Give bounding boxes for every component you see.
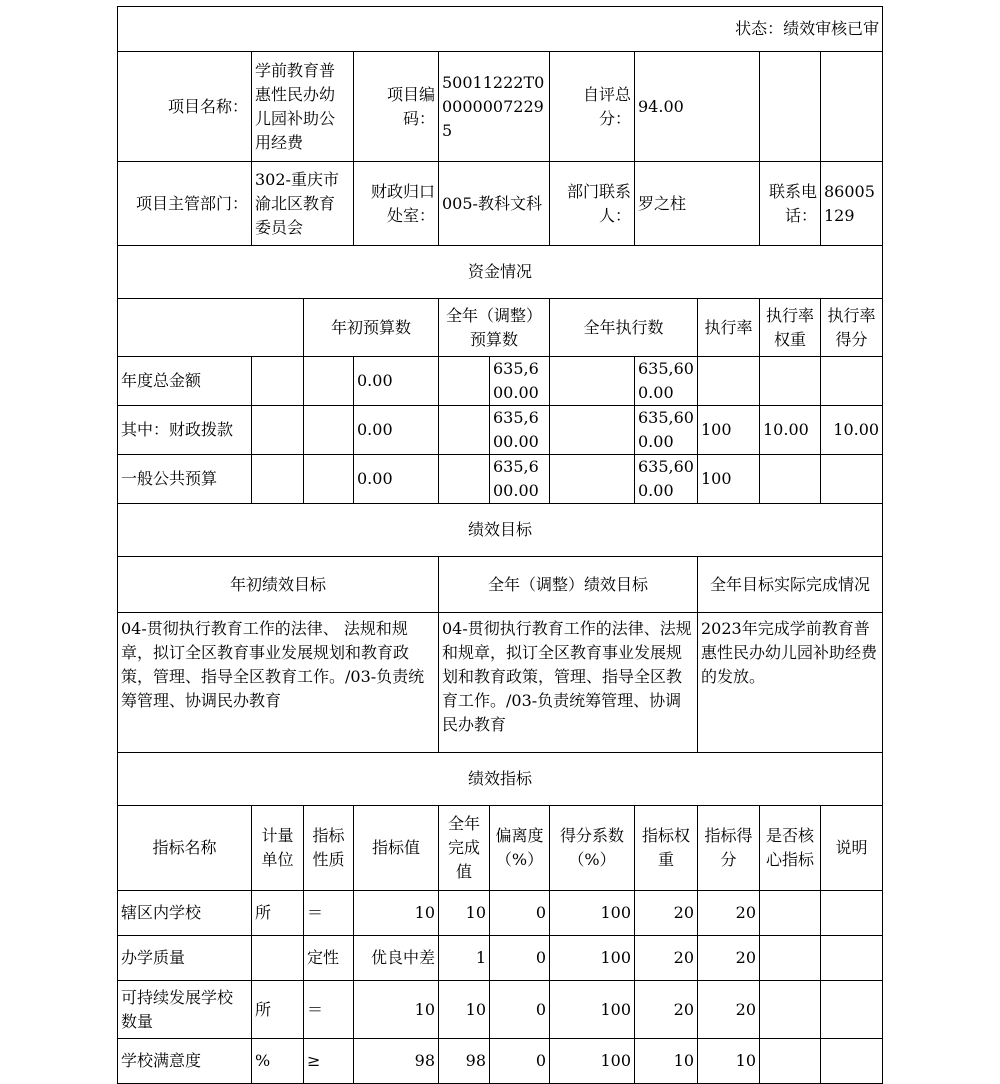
performance-evaluation-table <box>117 6 883 1084</box>
goals-adjusted-header: 全年（调整）绩效目标 <box>439 557 698 613</box>
phone-label: 联系电话： <box>760 162 821 246</box>
indicator-completed: 1 <box>439 936 490 981</box>
finance-office: 005-教科文科 <box>439 162 550 246</box>
empty-cell <box>439 357 490 406</box>
funds-score-value <box>821 455 883 504</box>
indicator-weight: 10 <box>635 1039 698 1084</box>
indicator-coef: 100 <box>550 981 635 1039</box>
indicator-name: 辖区内学校 <box>118 891 252 936</box>
empty-cell <box>550 406 635 455</box>
indicator-core <box>760 1039 821 1084</box>
indicator-unit: 所 <box>252 981 304 1039</box>
indicator-deviation: 0 <box>490 891 550 936</box>
empty-cell <box>439 455 490 504</box>
empty-cell <box>760 52 821 162</box>
funds-executed-value: 635,600.00 <box>635 406 698 455</box>
funds-initial-value: 0.00 <box>354 455 439 504</box>
indicator-header-completed: 全年完成值 <box>439 806 490 891</box>
empty-cell <box>550 455 635 504</box>
phone: 86005129 <box>821 162 883 246</box>
empty-cell <box>821 52 883 162</box>
project-name-label: 项目名称： <box>118 52 252 162</box>
indicator-score: 10 <box>698 1039 760 1084</box>
indicator-name: 办学质量 <box>118 936 252 981</box>
indicator-name: 可持续发展学校数量 <box>118 981 252 1039</box>
contact-label: 部门联系人： <box>550 162 635 246</box>
indicator-header-note: 说明 <box>821 806 883 891</box>
dept: 302-重庆市渝北区教育委员会 <box>252 162 354 246</box>
indicator-row <box>118 1039 883 1084</box>
funds-header-score: 执行率得分 <box>821 299 883 357</box>
indicator-weight: 20 <box>635 936 698 981</box>
funds-header-executed: 全年执行数 <box>550 299 698 357</box>
indicator-deviation: 0 <box>490 936 550 981</box>
funds-score-value: 10.00 <box>821 406 883 455</box>
indicator-coef: 100 <box>550 936 635 981</box>
self-score-label: 自评总分： <box>550 52 635 162</box>
empty-cell <box>118 299 304 357</box>
funds-header-initial: 年初预算数 <box>304 299 439 357</box>
funds-rate-value: 100 <box>698 406 760 455</box>
goals-adjusted-text: 04-贯彻执行教育工作的法律、法规和规章，拟订全区教育事业发展规划和教育政策，管理、指导全区教育工作。/03-负责统筹管理、协调民办教育 <box>439 613 698 753</box>
indicator-value: 98 <box>354 1039 439 1084</box>
indicator-header-weight: 指标权重 <box>635 806 698 891</box>
funds-header-adjusted: 全年（调整）预算数 <box>439 299 550 357</box>
indicator-nature: ＝ <box>304 981 354 1039</box>
indicator-completed: 98 <box>439 1039 490 1084</box>
self-score: 94.00 <box>635 52 760 162</box>
empty-cell <box>304 406 354 455</box>
indicator-nature: ≥ <box>304 1039 354 1084</box>
project-code: 50011222T000000072295 <box>439 52 550 162</box>
indicator-header-deviation: 偏离度（%） <box>490 806 550 891</box>
goals-actual-header: 全年目标实际完成情况 <box>698 557 883 613</box>
indicator-core <box>760 936 821 981</box>
funds-header-weight: 执行率权重 <box>760 299 821 357</box>
indicator-value: 优良中差 <box>354 936 439 981</box>
funds-row <box>118 357 883 406</box>
indicator-completed: 10 <box>439 891 490 936</box>
indicator-unit: % <box>252 1039 304 1084</box>
indicator-value: 10 <box>354 891 439 936</box>
indicator-score: 20 <box>698 981 760 1039</box>
empty-cell <box>439 406 490 455</box>
indicator-coef: 100 <box>550 891 635 936</box>
indicator-coef: 100 <box>550 1039 635 1084</box>
funds-weight-value: 10.00 <box>760 406 821 455</box>
goals-actual-text: 2023年完成学前教育普惠性民办幼儿园补助经费的发放。 <box>698 613 883 753</box>
indicator-header-coef: 得分系数（%） <box>550 806 635 891</box>
funds-adjusted-value: 635,600.00 <box>490 406 550 455</box>
indicator-note <box>821 891 883 936</box>
funds-section-title: 资金情况 <box>118 246 883 299</box>
goals-initial-text: 04-贯彻执行教育工作的法律、 法规和规章，拟订全区教育事业发展规划和教育政策，管理、指导全区教育工作。/03-负责统筹管理、协调民办教育 <box>118 613 439 753</box>
empty-cell <box>304 455 354 504</box>
funds-initial-value: 0.00 <box>354 357 439 406</box>
indicator-row <box>118 891 883 936</box>
funds-executed-value: 635,600.00 <box>635 455 698 504</box>
indicator-header-score: 指标得分 <box>698 806 760 891</box>
funds-adjusted-value: 635,600.00 <box>490 357 550 406</box>
funds-initial-value: 0.00 <box>354 406 439 455</box>
indicator-note <box>821 981 883 1039</box>
indicator-weight: 20 <box>635 981 698 1039</box>
indicator-completed: 10 <box>439 981 490 1039</box>
goals-initial-header: 年初绩效目标 <box>118 557 439 613</box>
indicator-value: 10 <box>354 981 439 1039</box>
indicator-weight: 20 <box>635 891 698 936</box>
finance-office-label: 财政归口处室： <box>354 162 439 246</box>
funds-row-label: 一般公共预算 <box>118 455 252 504</box>
funds-score-value <box>821 357 883 406</box>
empty-cell <box>550 357 635 406</box>
indicator-score: 20 <box>698 936 760 981</box>
project-code-label: 项目编码： <box>354 52 439 162</box>
indicator-nature: 定性 <box>304 936 354 981</box>
empty-cell <box>252 357 304 406</box>
project-name: 学前教育普惠性民办幼儿园补助公用经费 <box>252 52 354 162</box>
indicator-note <box>821 936 883 981</box>
indicator-header-core: 是否核心指标 <box>760 806 821 891</box>
status-text: 状态：绩效审核已审 <box>118 7 883 52</box>
indicator-note <box>821 1039 883 1084</box>
contact: 罗之柱 <box>635 162 760 246</box>
empty-cell <box>304 357 354 406</box>
indicators-section-title: 绩效指标 <box>118 753 883 806</box>
indicator-score: 20 <box>698 891 760 936</box>
indicator-row <box>118 936 883 981</box>
indicator-unit <box>252 936 304 981</box>
funds-adjusted-value: 635,600.00 <box>490 455 550 504</box>
indicator-row <box>118 981 883 1039</box>
dept-label: 项目主管部门： <box>118 162 252 246</box>
indicator-deviation: 0 <box>490 1039 550 1084</box>
indicator-core <box>760 981 821 1039</box>
goals-section-title: 绩效目标 <box>118 504 883 557</box>
indicator-unit: 所 <box>252 891 304 936</box>
indicator-header-unit: 计量单位 <box>252 806 304 891</box>
indicator-header-value: 指标值 <box>354 806 439 891</box>
indicator-header-name: 指标名称 <box>118 806 252 891</box>
funds-header-rate: 执行率 <box>698 299 760 357</box>
indicator-header-nature: 指标性质 <box>304 806 354 891</box>
indicator-deviation: 0 <box>490 981 550 1039</box>
empty-cell <box>252 455 304 504</box>
funds-weight-value <box>760 455 821 504</box>
funds-weight-value <box>760 357 821 406</box>
indicator-core <box>760 891 821 936</box>
funds-row <box>118 406 883 455</box>
funds-row-label: 年度总金额 <box>118 357 252 406</box>
funds-executed-value: 635,600.00 <box>635 357 698 406</box>
indicator-name: 学校满意度 <box>118 1039 252 1084</box>
funds-rate-value: 100 <box>698 455 760 504</box>
empty-cell <box>252 406 304 455</box>
funds-row-label: 其中：财政拨款 <box>118 406 252 455</box>
funds-rate-value <box>698 357 760 406</box>
indicator-nature: ＝ <box>304 891 354 936</box>
funds-row <box>118 455 883 504</box>
